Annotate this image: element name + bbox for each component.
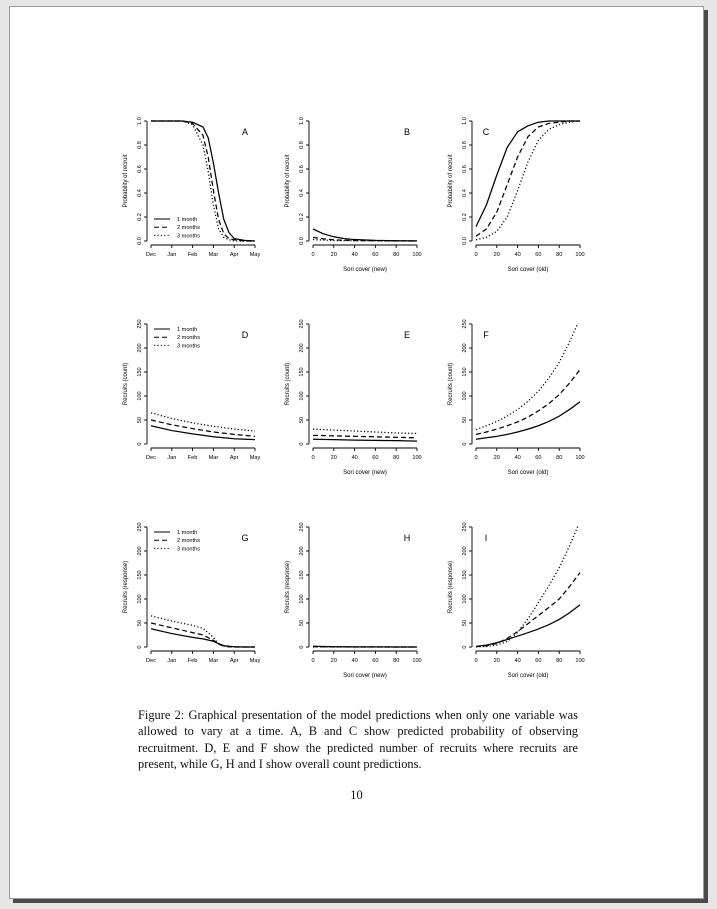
y-tick-label: 0 bbox=[137, 645, 143, 649]
legend-label: 1 month bbox=[177, 217, 198, 223]
y-axis-label: Probability of recruit bbox=[448, 154, 454, 208]
y-tick-label: 200 bbox=[462, 343, 468, 353]
y-tick-label: 200 bbox=[137, 343, 143, 353]
x-tick-label: 100 bbox=[412, 658, 422, 664]
chart-panel-i bbox=[448, 521, 585, 679]
x-tick-label: 80 bbox=[556, 252, 563, 258]
x-tick-label: Dec bbox=[146, 252, 156, 258]
x-tick-label: Jan bbox=[167, 252, 177, 258]
y-tick-label: 0.2 bbox=[299, 213, 305, 221]
x-axis-label: Sori cover (old) bbox=[507, 673, 549, 679]
x-tick-label: May bbox=[249, 658, 261, 664]
y-tick-label: 150 bbox=[137, 570, 143, 580]
legend-label: 2 months bbox=[177, 538, 201, 545]
y-tick-label: 0.4 bbox=[462, 189, 468, 197]
panel-title: D bbox=[241, 330, 249, 340]
y-tick-label: 0.2 bbox=[137, 213, 143, 221]
series-line-solid bbox=[313, 439, 417, 441]
y-tick-label: 0 bbox=[462, 645, 468, 649]
x-tick-label: 40 bbox=[351, 658, 358, 664]
y-tick-label: 200 bbox=[299, 546, 305, 556]
y-tick-label: 50 bbox=[462, 416, 468, 424]
x-tick-label: 40 bbox=[514, 252, 521, 258]
y-tick-label: 150 bbox=[137, 367, 143, 377]
y-tick-label: 50 bbox=[299, 416, 305, 424]
x-tick-label: Dec bbox=[146, 455, 156, 461]
y-tick-label: 50 bbox=[137, 416, 143, 424]
y-tick-label: 50 bbox=[462, 619, 468, 627]
series-line-solid bbox=[476, 402, 580, 439]
y-tick-label: 1.0 bbox=[299, 117, 305, 125]
y-tick-label: 100 bbox=[137, 391, 143, 401]
series-line-solid bbox=[476, 605, 580, 647]
y-axis-label: Recruits (count) bbox=[123, 362, 129, 406]
y-tick-label: 250 bbox=[137, 522, 143, 532]
panel-title: C bbox=[482, 127, 490, 137]
x-tick-label: 100 bbox=[575, 658, 585, 664]
y-axis-label: Probability of recruit bbox=[285, 154, 291, 208]
series-line-solid bbox=[151, 121, 255, 241]
x-tick-label: 60 bbox=[535, 252, 542, 258]
panel-title: E bbox=[403, 330, 411, 340]
x-tick-label: Apr bbox=[229, 658, 239, 664]
x-tick-label: 0 bbox=[311, 252, 315, 258]
y-tick-label: 150 bbox=[462, 570, 468, 580]
figure-caption: Figure 2: Graphical presentation of the model predictions when only one variable was allowed to vary at a time. A, B and C show predicted probability of observing recruitment. D, E and F show the predicted number of recruits where recruits are present, while G, H and I show overall count predictions. bbox=[138, 708, 578, 772]
chart-panel-h bbox=[285, 522, 422, 679]
series-line-dashed bbox=[476, 370, 580, 435]
panel-title: B bbox=[403, 127, 411, 137]
y-tick-label: 200 bbox=[299, 343, 305, 353]
x-tick-label: 20 bbox=[330, 658, 337, 664]
x-tick-label: 80 bbox=[393, 658, 400, 664]
y-tick-label: 0.8 bbox=[462, 141, 468, 149]
y-tick-label: 250 bbox=[299, 522, 305, 532]
page-number: 10 bbox=[350, 788, 363, 802]
y-axis-label: Recruits (count) bbox=[285, 362, 291, 406]
legend-label: 3 months bbox=[177, 546, 201, 553]
x-tick-label: 80 bbox=[393, 252, 400, 258]
legend-label: 3 months bbox=[177, 233, 201, 240]
x-tick-label: 40 bbox=[514, 455, 521, 461]
chart-panel-b bbox=[285, 117, 422, 273]
y-tick-label: 100 bbox=[299, 391, 305, 401]
x-tick-label: 20 bbox=[493, 252, 500, 258]
chart-panel-d bbox=[123, 319, 260, 461]
x-tick-label: 20 bbox=[493, 455, 500, 461]
chart-panel-g bbox=[123, 522, 260, 664]
y-tick-label: 0 bbox=[137, 442, 143, 446]
x-tick-label: Apr bbox=[229, 252, 239, 258]
x-tick-label: 40 bbox=[514, 658, 521, 664]
x-tick-label: 20 bbox=[330, 455, 337, 461]
y-tick-label: 250 bbox=[137, 319, 143, 329]
legend-label: 1 month bbox=[177, 530, 198, 536]
series-line-dotted bbox=[151, 413, 255, 431]
series-line-dotted bbox=[476, 121, 580, 240]
legend-label: 1 month bbox=[177, 327, 198, 333]
y-tick-label: 0.6 bbox=[299, 165, 305, 173]
y-axis-label: Recruits (response) bbox=[123, 560, 129, 614]
x-axis-label: Sori cover (new) bbox=[343, 470, 387, 476]
y-tick-label: 0.0 bbox=[299, 237, 305, 245]
chart-panel-a bbox=[123, 117, 260, 258]
y-tick-label: 100 bbox=[299, 594, 305, 604]
panel-title: A bbox=[241, 127, 249, 137]
x-tick-label: 0 bbox=[474, 252, 478, 258]
x-tick-label: Mar bbox=[208, 455, 219, 461]
y-tick-label: 0.4 bbox=[299, 189, 305, 197]
legend-label: 3 months bbox=[177, 343, 201, 350]
x-axis-label: Sori cover (new) bbox=[343, 673, 387, 679]
figure-2-panels bbox=[10, 7, 703, 707]
x-tick-label: 100 bbox=[412, 252, 422, 258]
x-tick-label: May bbox=[249, 252, 261, 258]
x-tick-label: 60 bbox=[535, 658, 542, 664]
x-tick-label: 20 bbox=[493, 658, 500, 664]
y-tick-label: 0.6 bbox=[462, 165, 468, 173]
x-tick-label: Dec bbox=[146, 658, 156, 664]
y-tick-label: 100 bbox=[137, 594, 143, 604]
x-tick-label: 100 bbox=[412, 455, 422, 461]
series-line-dashed bbox=[151, 623, 255, 647]
legend-label: 2 months bbox=[177, 335, 201, 342]
x-axis-label: Sori cover (old) bbox=[507, 470, 549, 476]
y-tick-label: 0.4 bbox=[137, 189, 143, 197]
y-tick-label: 250 bbox=[462, 522, 468, 532]
chart-panel-c bbox=[448, 117, 585, 273]
y-tick-label: 0.8 bbox=[137, 141, 143, 149]
x-tick-label: Jan bbox=[167, 658, 177, 664]
y-tick-label: 200 bbox=[137, 546, 143, 556]
x-tick-label: Jan bbox=[167, 455, 177, 461]
y-tick-label: 250 bbox=[299, 319, 305, 329]
y-tick-label: 100 bbox=[462, 391, 468, 401]
x-tick-label: 80 bbox=[393, 455, 400, 461]
x-tick-label: Feb bbox=[187, 455, 198, 461]
series-line-solid bbox=[151, 426, 255, 440]
series-line-dashed bbox=[151, 121, 255, 241]
y-tick-label: 250 bbox=[462, 319, 468, 329]
paper-page bbox=[9, 6, 704, 899]
y-tick-label: 0.2 bbox=[462, 213, 468, 221]
series-line-dashed bbox=[313, 435, 417, 437]
x-axis-label: Sori cover (new) bbox=[343, 267, 387, 273]
panel-title: F bbox=[483, 330, 489, 340]
y-tick-label: 0.8 bbox=[299, 141, 305, 149]
x-tick-label: 80 bbox=[556, 455, 563, 461]
series-line-dotted bbox=[313, 429, 417, 433]
series-line-dotted bbox=[476, 521, 580, 647]
y-axis-label: Recruits (response) bbox=[285, 560, 291, 614]
chart-panel-f bbox=[448, 318, 585, 476]
panel-title: I bbox=[484, 533, 488, 543]
chart-panel-e bbox=[285, 319, 422, 476]
x-tick-label: 60 bbox=[372, 658, 379, 664]
x-tick-label: Mar bbox=[208, 252, 219, 258]
panel-title: H bbox=[403, 533, 411, 543]
y-axis-label: Recruits (count) bbox=[448, 362, 454, 406]
x-tick-label: 100 bbox=[575, 455, 585, 461]
x-tick-label: 0 bbox=[311, 658, 315, 664]
y-tick-label: 0.0 bbox=[462, 237, 468, 245]
x-tick-label: 0 bbox=[311, 455, 315, 461]
x-tick-label: 20 bbox=[330, 252, 337, 258]
x-tick-label: May bbox=[249, 455, 261, 461]
y-tick-label: 1.0 bbox=[462, 117, 468, 125]
series-line-dotted bbox=[151, 121, 255, 241]
x-tick-label: 80 bbox=[556, 658, 563, 664]
panel-title: G bbox=[241, 533, 249, 543]
x-tick-label: 60 bbox=[372, 252, 379, 258]
y-axis-label: Probability of recruit bbox=[123, 154, 129, 208]
x-tick-label: Mar bbox=[208, 658, 219, 664]
series-line-dotted bbox=[151, 616, 255, 647]
y-tick-label: 1.0 bbox=[137, 117, 143, 125]
y-tick-label: 200 bbox=[462, 546, 468, 556]
series-line-solid bbox=[313, 229, 417, 241]
x-tick-label: Feb bbox=[187, 252, 198, 258]
y-tick-label: 0.6 bbox=[137, 165, 143, 173]
y-tick-label: 50 bbox=[137, 619, 143, 627]
x-tick-label: Feb bbox=[187, 658, 198, 664]
y-tick-label: 0 bbox=[462, 442, 468, 446]
y-tick-label: 150 bbox=[462, 367, 468, 377]
y-tick-label: 100 bbox=[462, 594, 468, 604]
x-tick-label: 40 bbox=[351, 252, 358, 258]
series-line-dashed bbox=[151, 420, 255, 436]
legend-label: 2 months bbox=[177, 225, 201, 232]
y-tick-label: 150 bbox=[299, 367, 305, 377]
y-tick-label: 150 bbox=[299, 570, 305, 580]
y-tick-label: 50 bbox=[299, 619, 305, 627]
x-tick-label: Apr bbox=[229, 455, 239, 461]
x-tick-label: 60 bbox=[535, 455, 542, 461]
series-line-dashed bbox=[476, 573, 580, 647]
x-tick-label: 100 bbox=[575, 252, 585, 258]
series-line-dashed bbox=[476, 121, 580, 236]
y-axis-label: Recruits (response) bbox=[448, 560, 454, 614]
x-tick-label: 0 bbox=[474, 658, 478, 664]
y-tick-label: 0 bbox=[299, 645, 305, 649]
x-tick-label: 60 bbox=[372, 455, 379, 461]
x-tick-label: 40 bbox=[351, 455, 358, 461]
y-tick-label: 0.0 bbox=[137, 237, 143, 245]
x-axis-label: Sori cover (old) bbox=[507, 267, 549, 273]
x-tick-label: 0 bbox=[474, 455, 478, 461]
series-line-solid bbox=[151, 629, 255, 647]
y-tick-label: 0 bbox=[299, 442, 305, 446]
